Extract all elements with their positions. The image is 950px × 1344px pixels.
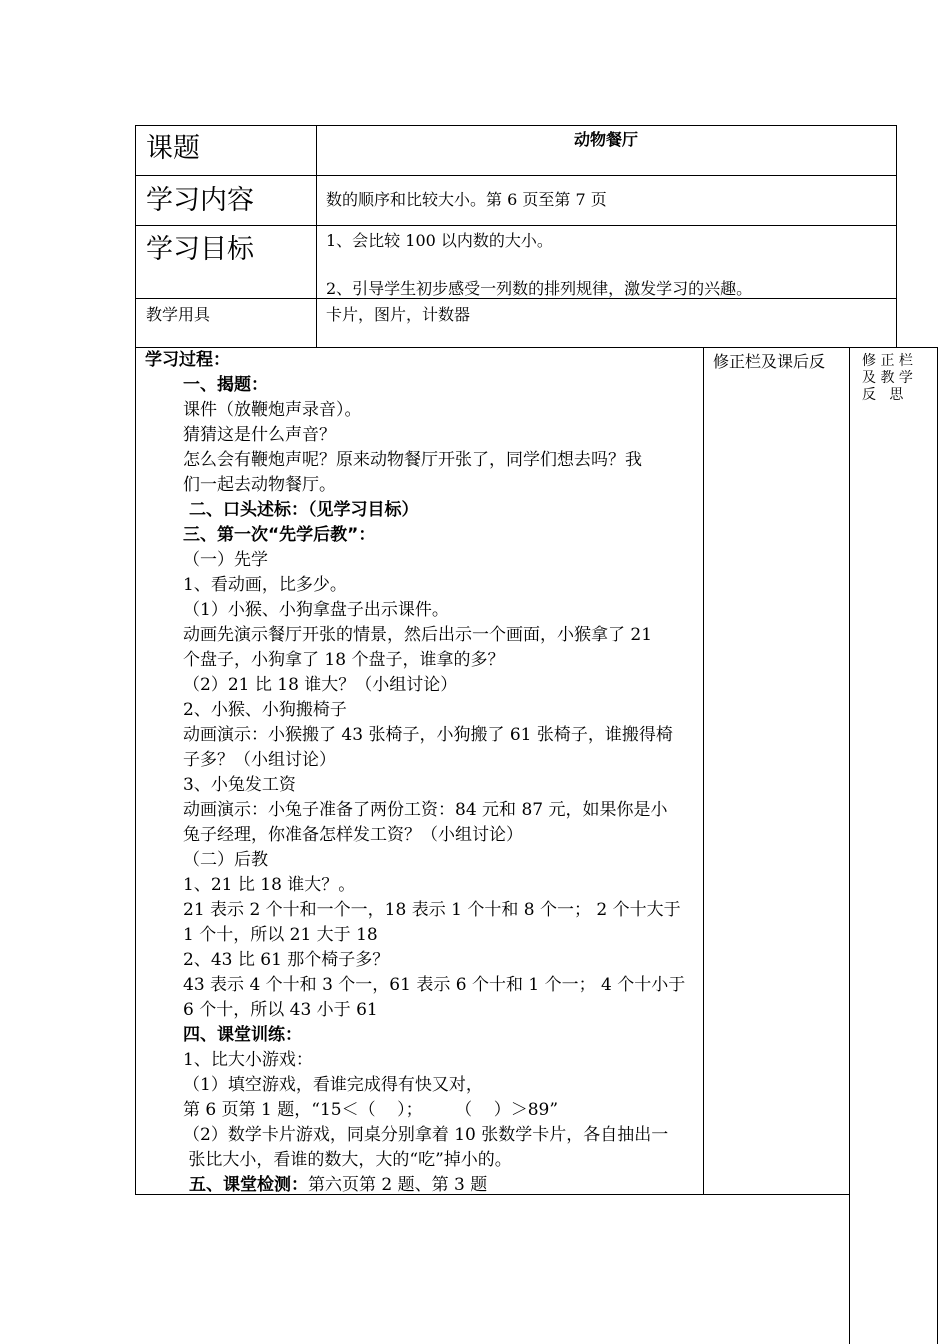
process-line: 动画演示：小猴搬了 43 张椅子，小狗搬了 61 张椅子，谁搬得椅 — [183, 725, 673, 745]
process-line: 21 表示 2 个十和一个一，18 表示 1 个十和 8 个一； 2 个十大于 — [183, 900, 681, 920]
process-line: 兔子经理，你准备怎样发工资？（小组讨论） — [183, 825, 523, 845]
tools-value: 卡片，图片，计数器 — [326, 305, 471, 324]
process-line: 1、看动画，比多少。 — [183, 575, 347, 595]
revision-notes-line-3: 反 思 — [862, 387, 904, 403]
process-line: 6 个十，所以 43 小于 61 — [183, 1000, 378, 1020]
process-line: 第六页第 2 题、第 3 题 — [308, 1175, 488, 1195]
process-line: （一）先学 — [183, 550, 268, 570]
section-heading: 五、课堂检测： — [189, 1175, 308, 1195]
goals-line-1: 1、会比较 100 以内数的大小。 — [326, 231, 553, 250]
process-line: （1）小猴、小狗拿盘子出示课件。 — [183, 600, 449, 620]
process-line: 2、小猴、小狗搬椅子 — [183, 700, 347, 720]
topic-value: 动物餐厅 — [573, 130, 638, 149]
tools-label: 教学用具 — [146, 305, 211, 324]
process-line: 2、43 比 61 那个椅子多？ — [183, 950, 390, 970]
process-line: 课件（放鞭炮声录音）。 — [183, 400, 362, 420]
process-line: 动画先演示餐厅开张的情景，然后出示一个画面，小猴拿了 21 — [183, 625, 653, 645]
process-line: 怎么会有鞭炮声呢？原来动物餐厅开张了，同学们想去吗？我 — [183, 450, 642, 470]
process-line: 1、比大小游戏： — [183, 1050, 313, 1070]
process-line: 子多？（小组讨论） — [183, 750, 336, 770]
content-label: 学习内容 — [146, 185, 254, 216]
content-value: 数的顺序和比较大小。第 6 页至第 7 页 — [326, 190, 607, 209]
process-line: 张比大小，看谁的数大，大的“吃”掉小的。 — [183, 1150, 512, 1170]
section-heading: 三、第一次“先学后教”： — [183, 525, 376, 545]
revision-column-header: 修正栏及课后反 — [713, 352, 826, 371]
revision-notes-line-2: 及 教 学 — [862, 370, 913, 386]
goals-line-2: 2、引导学生初步感受一列数的排列规律，激发学习的兴趣。 — [326, 279, 753, 298]
process-line: （2）数学卡片游戏，同桌分别拿着 10 张数学卡片，各自抽出一 — [183, 1125, 669, 1145]
revision-notes-header — [862, 353, 913, 404]
process-line: （2）21 比 18 谁大？（小组讨论） — [183, 675, 458, 695]
section-heading: 四、课堂训练： — [183, 1025, 302, 1045]
process-line: 第 6 页第 1 题，“15＜（ ）； （ ）＞89” — [183, 1100, 559, 1120]
process-last-line — [145, 1173, 701, 1198]
revision-notes-line-1: 修 正 栏 — [862, 353, 913, 369]
topic-label: 课题 — [146, 133, 200, 164]
process-line: 1、21 比 18 谁大？。 — [183, 875, 356, 895]
process-line: 动画演示：小兔子准备了两份工资：84 元和 87 元，如果你是小 — [183, 800, 668, 820]
section-heading: 二、口头述标：（见学习目标） — [189, 500, 419, 520]
process-line: （二）后教 — [183, 850, 268, 870]
process-line: 43 表示 4 个十和 3 个一，61 表示 6 个十和 1 个一； 4 个十小于 — [183, 975, 686, 995]
process-line: （1）填空游戏，看谁完成得有快又对， — [183, 1075, 483, 1095]
process-line: 个盘子，小狗拿了 18 个盘子，谁拿的多？ — [183, 650, 505, 670]
section-heading: 一、揭题： — [183, 375, 268, 395]
process-line: 3、小兔发工资 — [183, 775, 296, 795]
process-line: 1 个十，所以 21 大于 18 — [183, 925, 378, 945]
process-title: 学习过程： — [145, 350, 230, 370]
goals-label: 学习目标 — [146, 234, 254, 265]
process-line: 猜猜这是什么声音？ — [183, 425, 336, 445]
process-line: 们一起去动物餐厅。 — [183, 475, 336, 495]
learning-process — [145, 348, 701, 1198]
